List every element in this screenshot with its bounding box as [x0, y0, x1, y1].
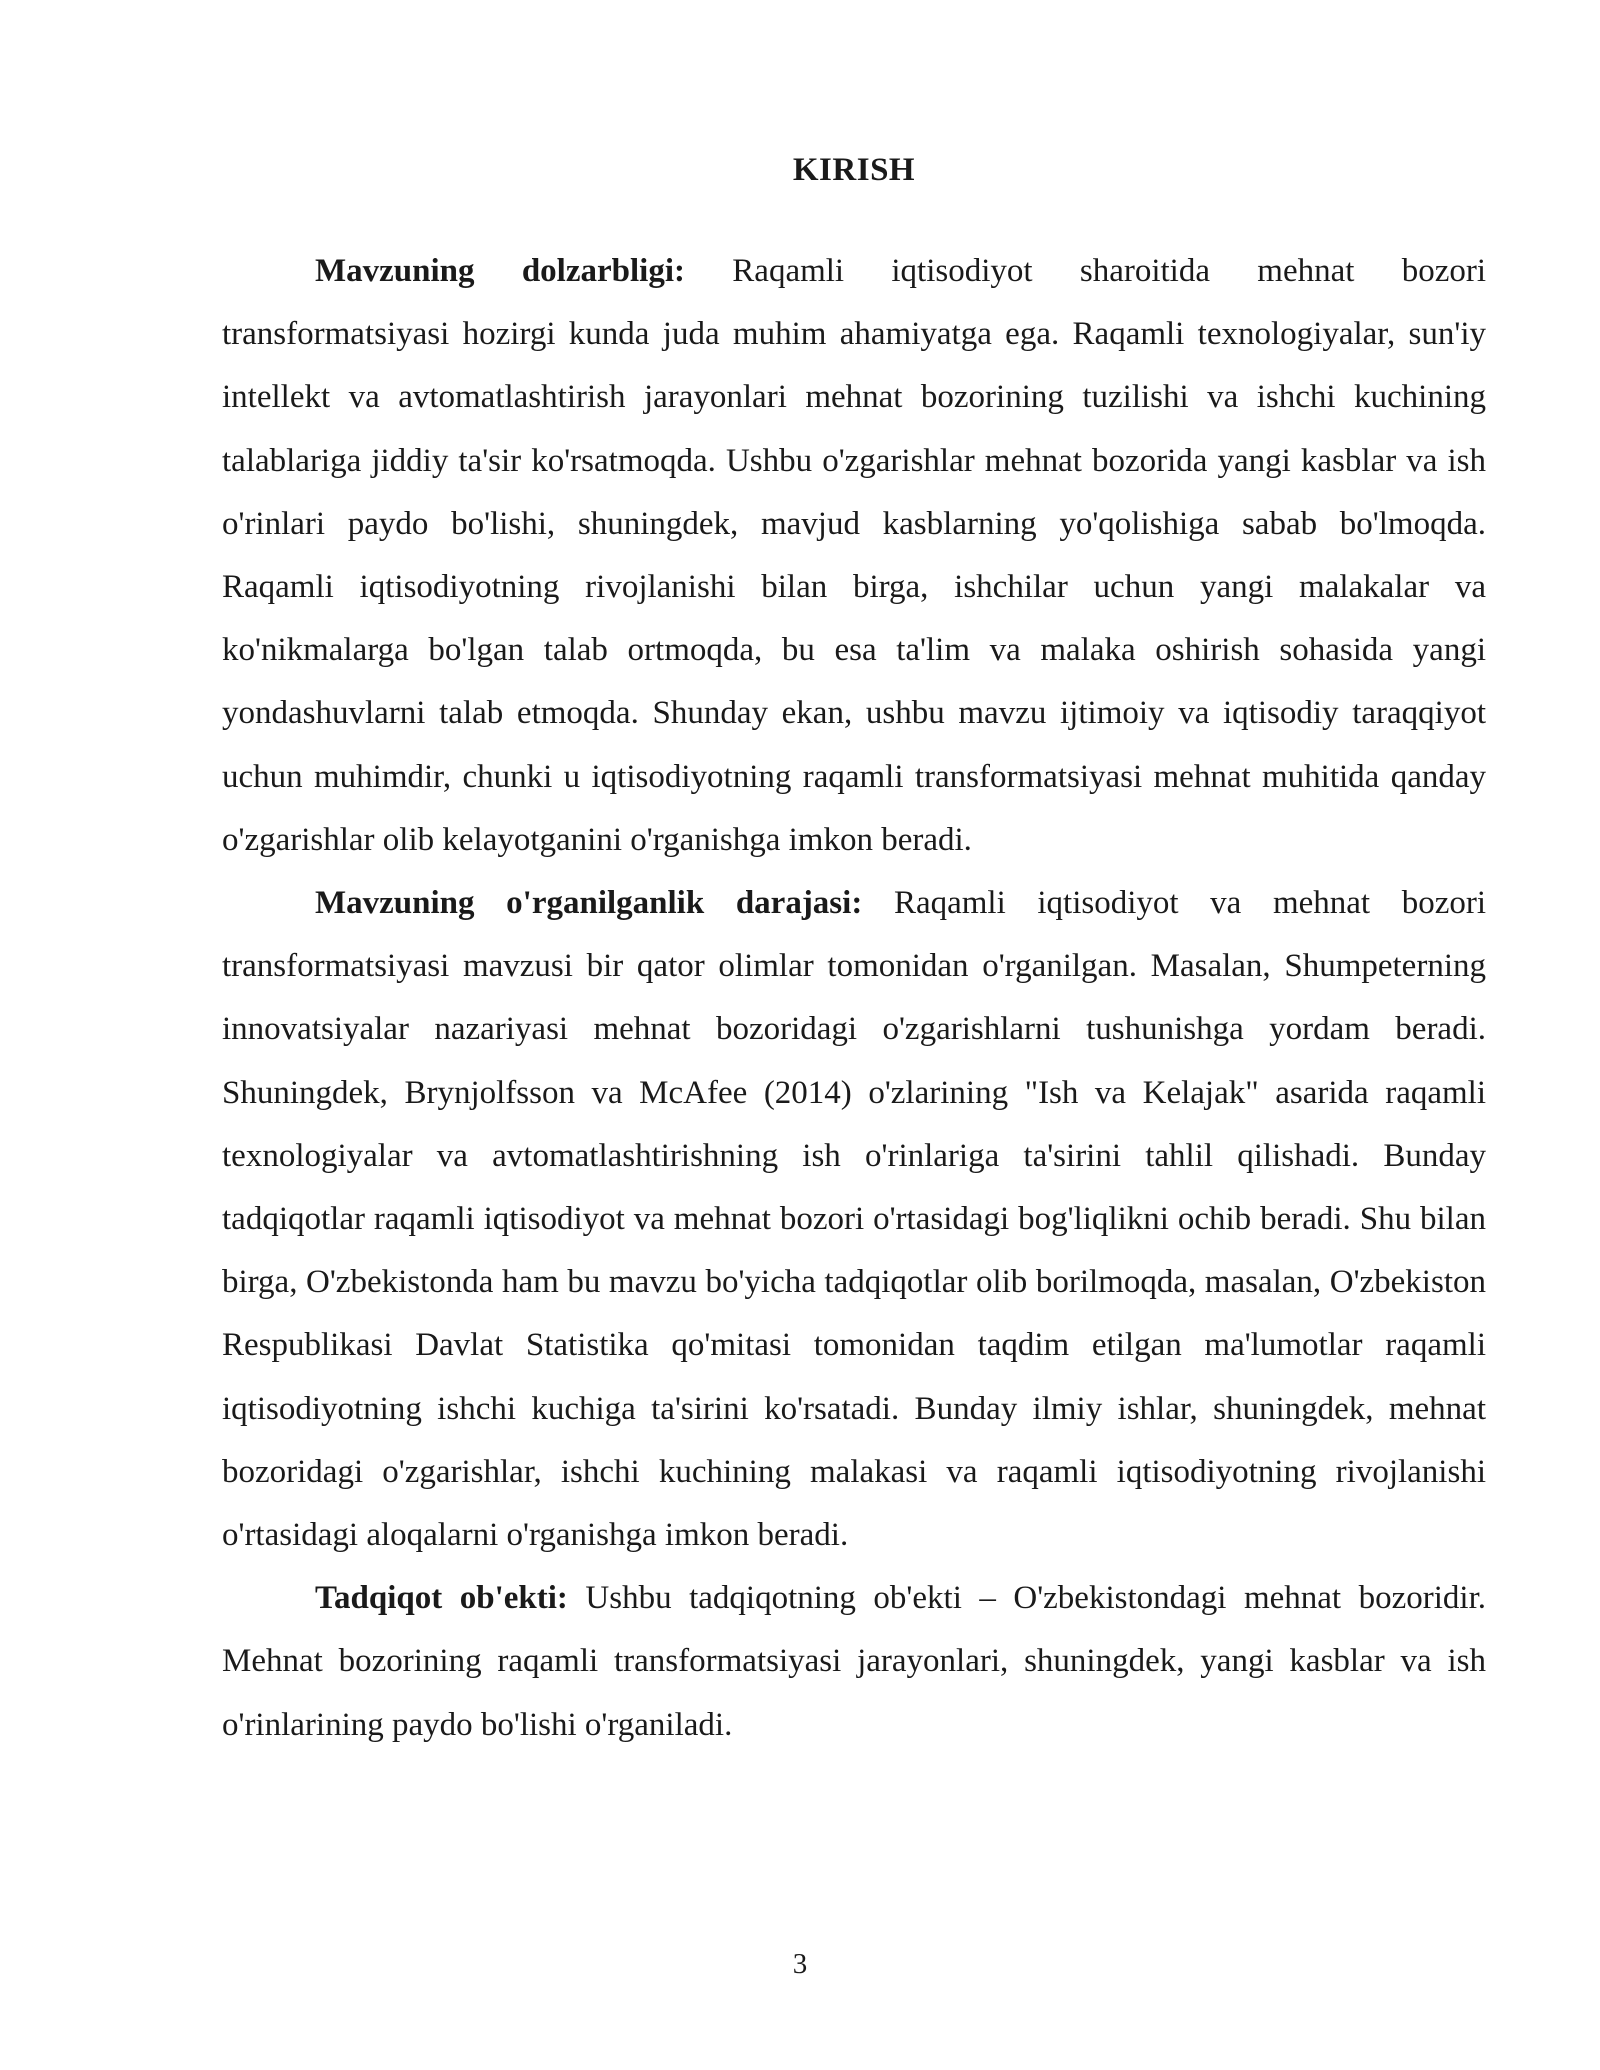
paragraph-lead: Mavzuning dolzarbligi:	[315, 253, 685, 289]
paragraph-research-object	[222, 1567, 1486, 1757]
paragraph-relevance	[222, 240, 1486, 872]
section-heading: KIRISH	[792, 152, 916, 188]
document-page	[222, 148, 1486, 1757]
paragraph-text: Raqamli iqtisodiyot va mehnat bozori transformatsiyasi mavzusi bir qator olimlar tomonidan o'rganilgan. Masalan, Shumpeterning innovatsiyalar nazariyasi mehnat bozoridagi o'zgarishlarni tushunishga yordam beradi. Shuningdek, Brynjolfsson va McAfee (2014) o'zlarining "Ish va Kelajak" asarida raqamli texnologiyalar va avtomatlashtirishning ish o'rinlariga ta'sirini tahlil qilishadi. Bunday tadqiqotlar raqamli iqtisodiyot va mehnat bozori o'rtasidagi bog'liqlikni ochib beradi. Shu bilan birga, O'zbekistonda ham bu mavzu bo'yicha tadqiqotlar olib borilmoqda, masalan, O'zbekiston Respublikasi Davlat Statistika qo'mitasi tomonidan taqdim etilgan ma'lumotlar raqamli iqtisodiyotning ishchi kuchiga ta'sirini ko'rsatadi. Bunday ilmiy ishlar, shuningdek, mehnat bozoridagi o'zgarishlar, ishchi kuchining malakasi va raqamli iqtisodiyotning rivojlanishi o'rtasidagi aloqalarni o'rganishga imkon beradi.	[222, 885, 1487, 1554]
paragraph-lead: Mavzuning o'rganilganlik darajasi:	[315, 885, 863, 922]
paragraph-text: Raqamli iqtisodiyot sharoitida mehnat bozori transformatsiyasi hozirgi kunda juda muhim ahamiyatga ega. Raqamli texnologiyalar, sun'iy intellekt va avtomatlashtirish jarayonlari mehnat bozorining tuzilishi va ishchi kuchining talablariga jiddiy ta'sir ko'rsatmoqda. Ushbu o'zgarishlar mehnat bozorida yangi kasblar va ish o'rinlari paydo bo'lishi, shuningdek, mavjud kasblarning yo'qolishiga sabab bo'lmoqda. Raqamli iqtisodiyotning rivojlanishi bilan birga, ishchilar uchun yangi malakalar va ko'nikmalarga bo'lgan talab ortmoqda, bu esa ta'lim va malaka oshirish sohasida yangi yondashuvlarni talab etmoqda. Shunday ekan, ushbu mavzu ijtimoiy va iqtisodiy taraqqiyot uchun muhimdir, chunki u iqtisodiyotning raqamli transformatsiyasi mehnat muhitida qanday o'zgarishlar olib kelayotganini o'rganishga imkon beradi.	[222, 253, 1487, 858]
paragraph-text: Ushbu tadqiqotning ob'ekti – O'zbekistondagi mehnat bozoridir. Mehnat bozorining raqamli transformatsiyasi jarayonlari, shuningdek, yangi kasblar va ish o'rinlarining paydo bo'lishi o'rganiladi.	[222, 1580, 1487, 1743]
paragraph-lead: Tadqiqot ob'ekti:	[315, 1580, 568, 1617]
page-number: 3	[792, 1948, 808, 1980]
paragraph-study-level	[222, 872, 1486, 1567]
